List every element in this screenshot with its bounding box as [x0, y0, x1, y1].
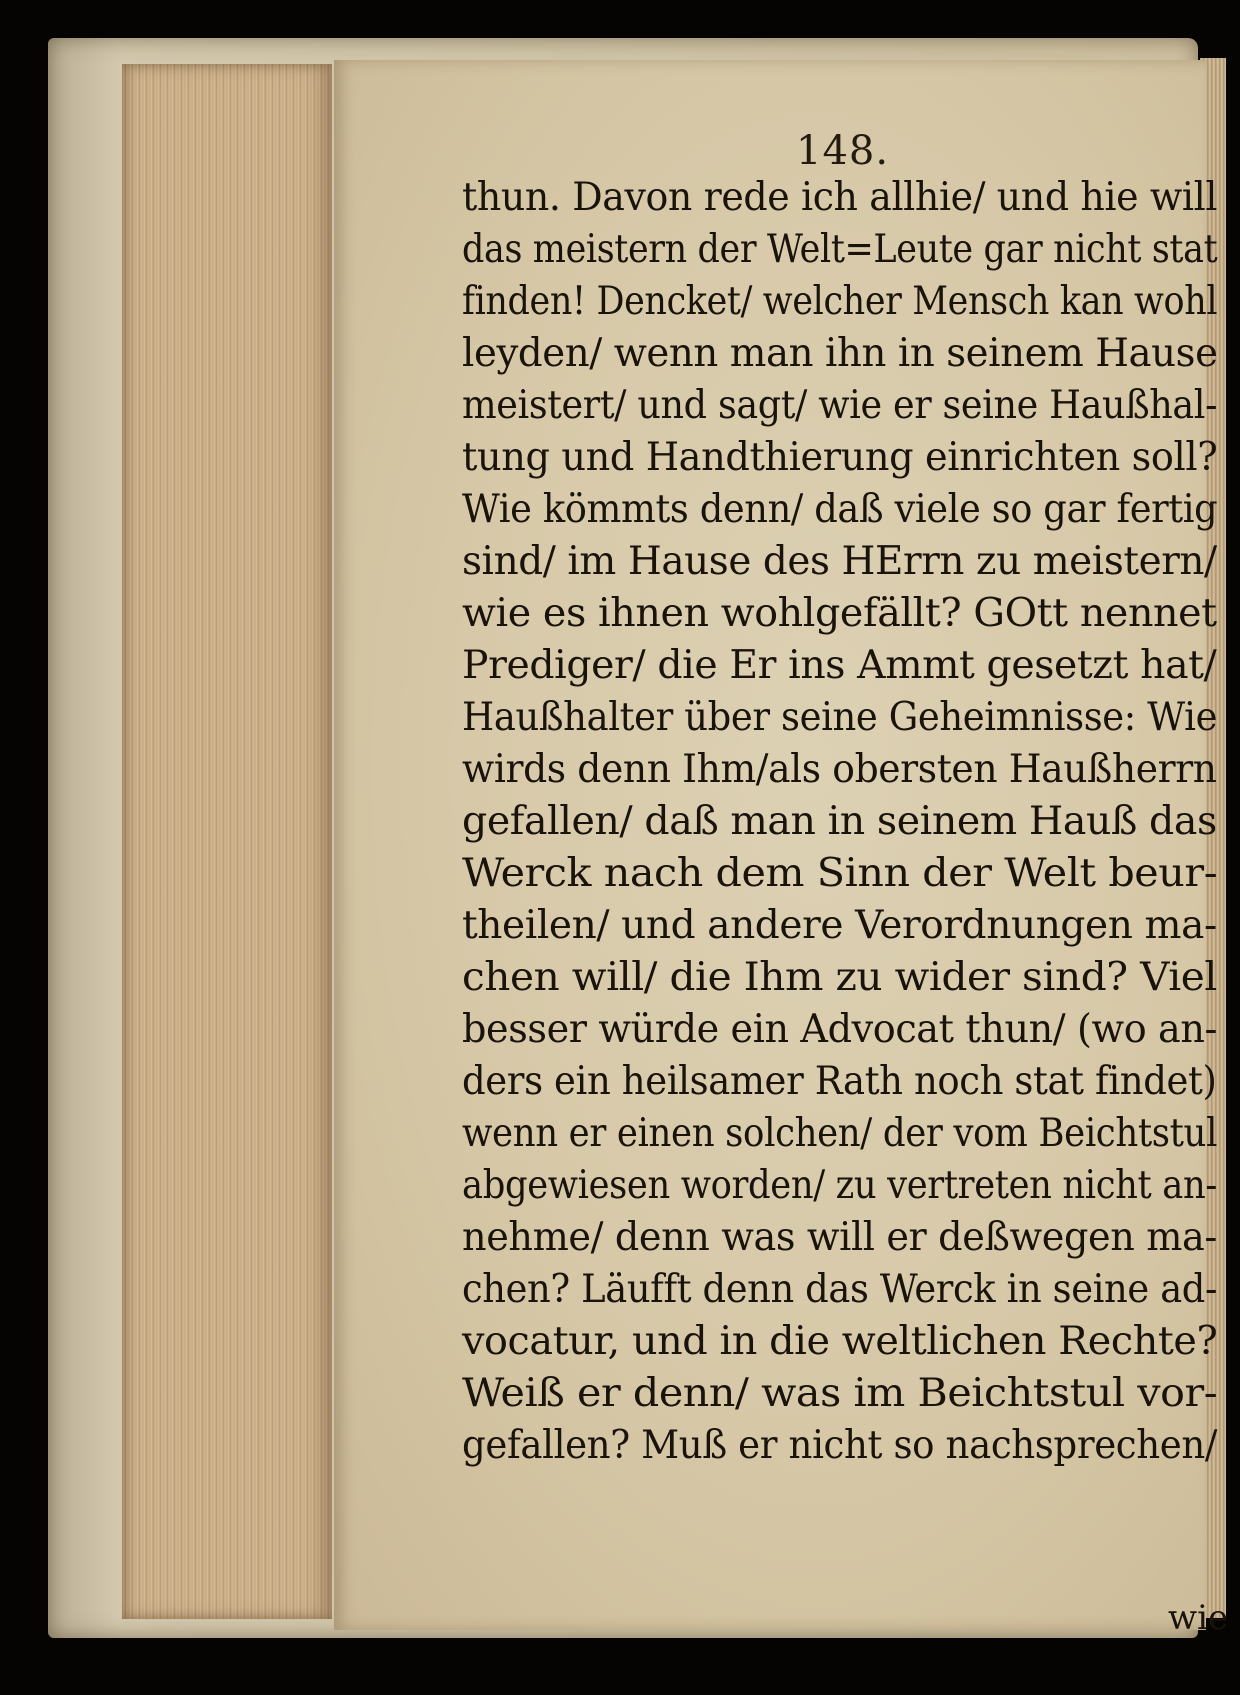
text-line: gefallen/ daß man in seinem Hauß das	[462, 799, 1217, 844]
text-line: Prediger/ die Er ins Ammt gesetzt hat/	[462, 643, 1217, 688]
text-line: Wie kömmts denn/ daß viele so gar fertig	[462, 487, 1218, 532]
text-line: besser würde ein Advocat thun/ (wo an-	[462, 1007, 1218, 1052]
text-line: chen will/ die Ihm zu wider sind? Viel	[462, 955, 1217, 1000]
text-line: finden! Dencket/ welcher Mensch kan wohl	[462, 279, 1218, 324]
text-line: ders ein heilsamer Rath noch stat findet)	[462, 1059, 1217, 1104]
text-line: wie es ihnen wohlgefällt? GOtt nennet	[462, 591, 1217, 636]
text-line: vocatur, und in die weltlichen Rechte?	[462, 1319, 1218, 1364]
text-line: Weiß er denn/ was im Beichtstul vor-	[462, 1371, 1218, 1416]
text-line: tung und Handthierung einrichten soll?	[462, 435, 1218, 480]
page-edge-stack	[122, 64, 332, 1619]
text-line: theilen/ und andere Verordnungen ma-	[462, 903, 1217, 948]
text-line: chen? Läufft denn das Werck in seine ad-	[462, 1267, 1218, 1312]
text-line: Haußhalter über seine Geheimnisse: Wie	[462, 695, 1218, 740]
text-line: abgewiesen worden/ zu vertreten nicht an-	[462, 1163, 1217, 1208]
text-line: wenn er einen solchen/ der vom Beichtstul	[462, 1111, 1218, 1156]
text-line: thun. Davon rede ich allhie/ und hie will	[462, 175, 1218, 220]
text-line: sind/ im Hause des HErrn zu meistern/	[462, 539, 1217, 584]
page-number: 148.	[796, 128, 890, 174]
text-line: meistert/ und sagt/ wie er seine Haußhal-	[462, 383, 1218, 428]
text-line: leyden/ wenn man ihn in seinem Hause	[462, 331, 1218, 376]
text-line: wirds denn Ihm/als obersten Haußherrn	[462, 747, 1217, 792]
text-line: Werck nach dem Sinn der Welt beur-	[462, 851, 1218, 896]
text-line: nehme/ denn was will er deßwegen ma-	[462, 1215, 1217, 1260]
catchword: wie	[1168, 1598, 1229, 1638]
text-line: das meistern der Welt=Leute gar nicht stat	[462, 227, 1218, 272]
text-line: gefallen? Muß er nicht so nachsprechen/	[462, 1423, 1217, 1468]
